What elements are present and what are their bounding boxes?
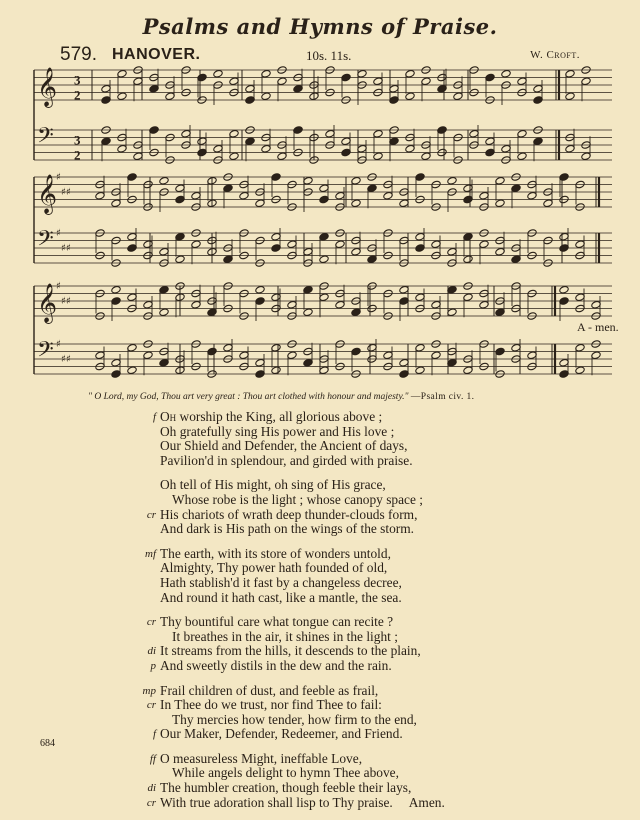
note-head — [159, 176, 169, 185]
stanza — [146, 477, 610, 537]
note-head — [447, 176, 457, 185]
hymn-text — [142, 409, 610, 820]
note-head — [111, 285, 121, 294]
sharp-icon: ♯ — [66, 243, 71, 254]
time-signature-top: 3 — [74, 72, 81, 88]
stanza — [142, 682, 610, 742]
verse-text: Pavilion'd in splendour, and girded with praise. — [160, 452, 413, 468]
music-score — [30, 64, 620, 384]
verse-text: The earth, with its store of wonders untold, — [160, 545, 391, 561]
verse-text: Thy mercies how tender, how firm to the end, — [172, 711, 417, 727]
page-number: 684 — [40, 738, 55, 749]
verse-line — [160, 630, 610, 645]
verse-text: Whose robe is the light ; whose canopy space ; — [172, 491, 424, 507]
stanza — [146, 750, 610, 810]
verse-line — [149, 750, 610, 767]
dynamic-marking: cr — [146, 616, 156, 629]
treble-clef-icon: 𝄞 — [37, 67, 58, 107]
sharp-icon: ♯ — [61, 187, 66, 198]
note-head — [255, 285, 265, 294]
sharp-icon: ♯ — [56, 172, 61, 183]
verse-line — [160, 493, 610, 508]
verse-text: Thy bountiful care what tongue can recite ? — [160, 614, 394, 630]
verse-line — [160, 591, 610, 606]
dynamic-marking: mf — [145, 547, 156, 560]
verse-line — [160, 713, 610, 728]
verse-line — [146, 697, 610, 713]
verse-line — [147, 780, 610, 796]
dynamic-marking: ff — [149, 752, 156, 765]
verse-text: The humbler creation, though feeble their lays, — [160, 780, 412, 796]
verse-text: O measureless Might, ineffable Love, — [160, 750, 363, 766]
verse-text: In Thee do we trust, nor find Thee to fail: — [160, 697, 382, 713]
time-signature-bottom: 2 — [74, 87, 81, 103]
final-amen: Amen. — [408, 794, 445, 810]
sharp-icon: ♯ — [66, 354, 71, 365]
epigraph — [88, 392, 608, 402]
verse-line — [142, 682, 610, 699]
time-signature-bottom: 2 — [74, 147, 81, 163]
verse-text: And round it hath cast, like a mantle, the sea. — [160, 589, 402, 605]
dynamic-marking: di — [147, 645, 156, 658]
sharp-icon: ♯ — [61, 243, 66, 254]
verse-text: With true adoration shall lisp to Thy praise. — [160, 794, 393, 810]
verse-line — [160, 576, 610, 591]
dynamic-marking: cr — [146, 699, 156, 712]
verse-text: It streams from the hills, it descends to the plain, — [160, 643, 421, 659]
verse-line — [160, 561, 610, 576]
dynamic-marking: f — [152, 728, 156, 741]
verse-line — [160, 439, 610, 454]
verse-text: Hath stablish'd it fast by a changeless decree, — [160, 574, 402, 590]
verse-text: Oh gratefully sing His power and His love ; — [160, 423, 395, 439]
sharp-icon: ♯ — [56, 281, 61, 292]
verse-text: Our Maker, Defender, Redeemer, and Friend. — [160, 726, 403, 742]
dynamic-marking: p — [150, 659, 156, 672]
dynamic-marking: cr — [146, 796, 156, 809]
verse-line — [160, 766, 610, 781]
verse-line — [160, 478, 610, 493]
sharp-icon: ♯ — [66, 296, 71, 307]
bass-clef-icon: 𝄢 — [37, 123, 54, 154]
verse-text: And sweetly distils in the dew and the rain. — [160, 657, 392, 673]
verse-text: Frail children of dust, and feeble as frail, — [160, 682, 379, 698]
verse-line — [160, 425, 610, 440]
verse-text: And dark is His path on the wings of the storm. — [160, 521, 415, 537]
verse-text: His chariots of wrath deep thunder-clouds form, — [160, 506, 418, 522]
verse-text: Almighty, Thy power hath founded of old, — [160, 560, 388, 576]
verse-line — [147, 643, 610, 659]
verse-text: It breathes in the air, it shines in the light ; — [172, 628, 398, 644]
bass-clef-icon: 𝄢 — [37, 226, 54, 257]
meter: 10s. 11s. — [306, 48, 352, 63]
initial-capital: Oh — [160, 409, 177, 424]
verse-line — [146, 506, 610, 523]
verse-text: Oh tell of His might, oh sing of His grace, — [160, 477, 386, 493]
verse-line — [150, 657, 610, 674]
sharp-icon: ♯ — [61, 354, 66, 365]
bass-clef-icon: 𝄢 — [37, 337, 54, 368]
verse-text: worship the King, all glorious above ; — [176, 409, 383, 424]
dynamic-marking: di — [147, 782, 156, 795]
sharp-icon: ♯ — [56, 228, 61, 239]
verse-line — [145, 545, 610, 562]
stanza — [146, 614, 610, 673]
verse-line — [152, 409, 610, 425]
verse-text: Our Shield and Defender, the Ancient of days, — [160, 438, 408, 454]
dynamic-marking: mp — [142, 684, 156, 697]
sharp-icon: ♯ — [61, 296, 66, 307]
sharp-icon: ♯ — [56, 339, 61, 350]
verse-line — [160, 522, 610, 537]
tune-name: HANOVER. — [112, 46, 201, 63]
hymn-number: 579. — [60, 44, 97, 65]
composer: W. Croft. — [530, 49, 580, 61]
verse-line — [152, 726, 610, 742]
epigraph-source: —Psalm civ. 1. — [410, 392, 475, 402]
note-head — [559, 285, 569, 294]
verse-text: While angels delight to hymn Thee above, — [172, 765, 399, 781]
epigraph-text: " O Lord, my God, Thou art very great : Thou art clothed with honour and majesty." — [88, 392, 409, 402]
dynamic-marking: cr — [146, 508, 156, 521]
stanza — [152, 409, 610, 468]
sharp-icon: ♯ — [66, 187, 71, 198]
verse-line — [160, 454, 610, 469]
verse-line — [146, 794, 610, 811]
treble-clef-icon: 𝄞 — [37, 174, 58, 214]
treble-clef-icon: 𝄞 — [37, 283, 58, 323]
note-head — [213, 69, 223, 78]
amen-lyric: A - men. — [577, 320, 619, 334]
time-signature-top: 3 — [74, 132, 81, 148]
stanza — [145, 545, 610, 605]
verse-line — [146, 614, 610, 630]
page-title: Psalms and Hymns of Praise. — [142, 14, 498, 39]
dynamic-marking: f — [152, 411, 156, 423]
note-head — [501, 69, 511, 78]
